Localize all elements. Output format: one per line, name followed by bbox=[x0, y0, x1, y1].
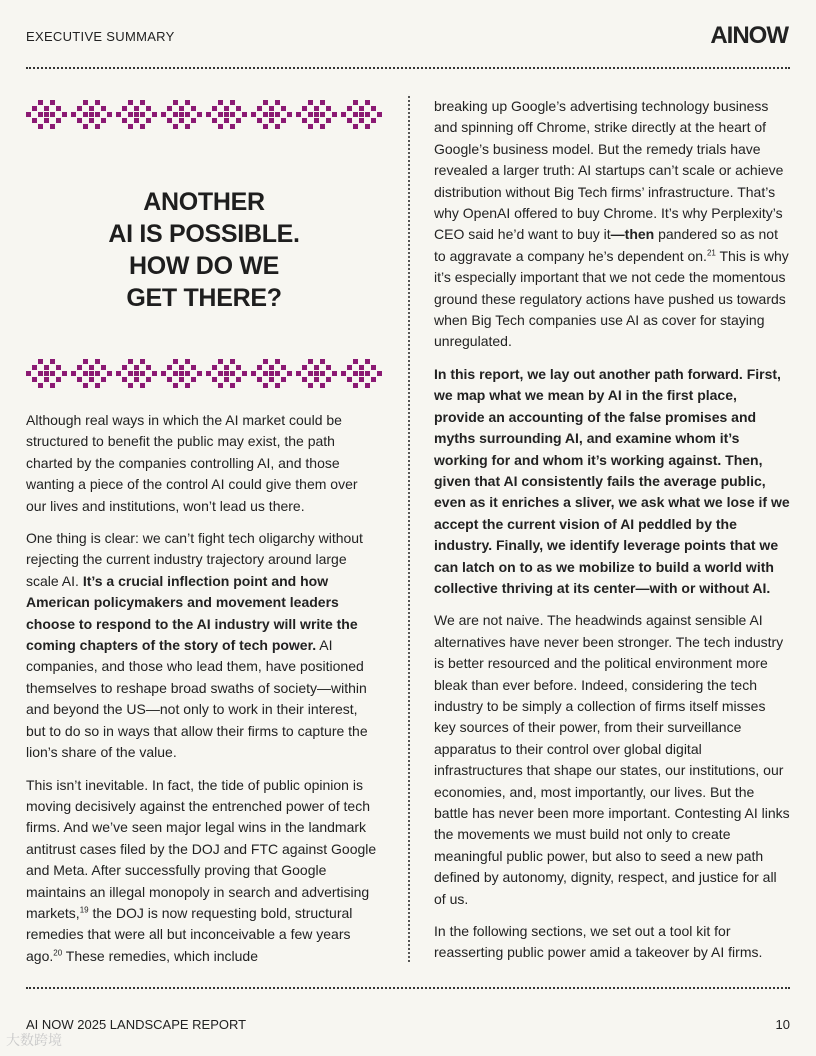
pattern-pixel bbox=[89, 118, 94, 123]
pattern-pixel bbox=[26, 371, 31, 376]
pattern-pixel bbox=[371, 365, 376, 370]
pattern-pixel bbox=[122, 377, 127, 382]
pattern-pixel bbox=[296, 112, 301, 117]
pattern-pixel bbox=[281, 118, 286, 123]
pattern-pixel bbox=[161, 112, 166, 117]
pattern-pixel bbox=[347, 377, 352, 382]
pattern-pixel bbox=[281, 106, 286, 111]
pattern-pixel bbox=[314, 106, 319, 111]
pattern-pixel bbox=[128, 112, 133, 117]
top-pixel-pattern bbox=[26, 96, 382, 136]
paragraph: Although real ways in which the AI market could be structured to benefit the public may exist, the path charted by the companies controlling AI, and those wanting a piece of the control AI could give them over our lives and institutions, won’t lead us there. bbox=[26, 412, 358, 514]
pattern-pixel bbox=[134, 371, 139, 376]
pattern-pixel bbox=[212, 106, 217, 111]
pattern-pixel bbox=[185, 359, 190, 364]
pattern-pixel bbox=[275, 100, 280, 105]
pattern-pixel bbox=[218, 371, 223, 376]
section-label: EXECUTIVE SUMMARY bbox=[26, 29, 175, 44]
pattern-pixel bbox=[146, 377, 151, 382]
pattern-pixel bbox=[320, 100, 325, 105]
pattern-pixel bbox=[140, 359, 145, 364]
pattern-pixel bbox=[95, 359, 100, 364]
pattern-pixel bbox=[83, 124, 88, 129]
pattern-pixel bbox=[296, 371, 301, 376]
pattern-pixel bbox=[263, 383, 268, 388]
pattern-pixel bbox=[167, 106, 172, 111]
pattern-pixel bbox=[353, 383, 358, 388]
pattern-pixel bbox=[251, 371, 256, 376]
pattern-pixel bbox=[89, 371, 94, 376]
pattern-pixel bbox=[83, 100, 88, 105]
pattern-pixel bbox=[308, 371, 313, 376]
pattern-pixel bbox=[218, 100, 223, 105]
pattern-pixel bbox=[50, 359, 55, 364]
pattern-pixel bbox=[314, 377, 319, 382]
pattern-pixel bbox=[32, 106, 37, 111]
pattern-pixel bbox=[365, 100, 370, 105]
footnote-ref[interactable]: 21 bbox=[706, 248, 716, 258]
pattern-pixel bbox=[281, 377, 286, 382]
pattern-pixel bbox=[263, 124, 268, 129]
pattern-pixel bbox=[116, 112, 121, 117]
pattern-pixel bbox=[257, 365, 262, 370]
pattern-pixel bbox=[179, 106, 184, 111]
pattern-pixel bbox=[377, 371, 382, 376]
pattern-pixel bbox=[56, 106, 61, 111]
pattern-pixel bbox=[236, 118, 241, 123]
pattern-pixel bbox=[44, 377, 49, 382]
pattern-pixel bbox=[212, 118, 217, 123]
pattern-pixel bbox=[314, 118, 319, 123]
pattern-pixel bbox=[218, 112, 223, 117]
pattern-pixel bbox=[32, 377, 37, 382]
pattern-pixel bbox=[38, 100, 43, 105]
pattern-pixel bbox=[38, 124, 43, 129]
pattern-pixel bbox=[62, 371, 67, 376]
headline-line: HOW DO WE bbox=[128, 252, 280, 280]
pattern-pixel bbox=[218, 359, 223, 364]
pattern-pixel bbox=[32, 365, 37, 370]
pattern-pixel bbox=[146, 118, 151, 123]
pattern-pixel bbox=[83, 359, 88, 364]
pattern-pixel bbox=[122, 106, 127, 111]
pattern-pixel bbox=[326, 106, 331, 111]
pattern-pixel bbox=[83, 112, 88, 117]
pattern-pixel bbox=[77, 365, 82, 370]
pattern-pixel bbox=[83, 371, 88, 376]
top-divider bbox=[26, 67, 790, 69]
pattern-pixel bbox=[56, 365, 61, 370]
pattern-pixel bbox=[371, 118, 376, 123]
pattern-pixel bbox=[269, 365, 274, 370]
pattern-pixel bbox=[107, 371, 112, 376]
pattern-pixel bbox=[242, 371, 247, 376]
pattern-pixel bbox=[224, 112, 229, 117]
pattern-pixel bbox=[275, 124, 280, 129]
pattern-pixel bbox=[185, 371, 190, 376]
pattern-pixel bbox=[263, 371, 268, 376]
pattern-pixel bbox=[122, 365, 127, 370]
pattern-pixel bbox=[224, 371, 229, 376]
pattern-pixel bbox=[146, 365, 151, 370]
pattern-pixel bbox=[44, 112, 49, 117]
pattern-pixel bbox=[134, 112, 139, 117]
pattern-pixel bbox=[263, 112, 268, 117]
pattern-pixel bbox=[359, 365, 364, 370]
pattern-pixel bbox=[107, 112, 112, 117]
pattern-pixel bbox=[140, 100, 145, 105]
emphasis: It’s a crucial inflection point and how American policymakers and movement leaders choose to respond to the AI industry will write the coming chapters of the story of tech power. bbox=[26, 572, 358, 654]
pattern-pixel bbox=[206, 371, 211, 376]
pattern-pixel bbox=[269, 106, 274, 111]
paragraph: breaking up Google’s advertising technology business and spinning off Chrome, strike directly at the heart of Google’s business model. But the remedy trials have revealed a larger truth: AI startups can’t scale or achieve distribution without Big Tech firms’ infrastructure. That’s why OpenAI offered to buy Chrome. It’s why Perplexity’s CEO said he’d want to buy it—then pandered so as not to aggravate a company he’s dependent on.$^{21}$ This is why it’s especially important that we not cede the momentous ground these regulatory actions have pushed us towards when Big Tech companies use AI as cover for staying unregulated. bbox=[434, 98, 789, 350]
pattern-pixel bbox=[365, 383, 370, 388]
pattern-pixel bbox=[359, 371, 364, 376]
pattern-pixel bbox=[95, 112, 100, 117]
pattern-pixel bbox=[152, 371, 157, 376]
pattern-pixel bbox=[371, 106, 376, 111]
pattern-pixel bbox=[353, 112, 358, 117]
pattern-pixel bbox=[140, 371, 145, 376]
pattern-pixel bbox=[185, 124, 190, 129]
pattern-pixel bbox=[179, 365, 184, 370]
pattern-pixel bbox=[218, 383, 223, 388]
pattern-pixel bbox=[347, 365, 352, 370]
watermark: 大数跨境 bbox=[6, 1032, 62, 1048]
pattern-pixel bbox=[140, 124, 145, 129]
pattern-pixel bbox=[44, 118, 49, 123]
pattern-pixel bbox=[275, 383, 280, 388]
pattern-pixel bbox=[101, 365, 106, 370]
pattern-pixel bbox=[230, 124, 235, 129]
pattern-pixel bbox=[257, 106, 262, 111]
pattern-pixel bbox=[89, 365, 94, 370]
pattern-pixel bbox=[44, 106, 49, 111]
pattern-pixel bbox=[89, 106, 94, 111]
pattern-pixel bbox=[206, 112, 211, 117]
pattern-pixel bbox=[212, 377, 217, 382]
pattern-pixel bbox=[95, 124, 100, 129]
pattern-pixel bbox=[191, 106, 196, 111]
pattern-pixel bbox=[38, 112, 43, 117]
pattern-pixel bbox=[134, 106, 139, 111]
pattern-pixel bbox=[26, 112, 31, 117]
pattern-pixel bbox=[314, 365, 319, 370]
pattern-pixel bbox=[62, 112, 67, 117]
pattern-pixel bbox=[179, 118, 184, 123]
pattern-pixel bbox=[50, 124, 55, 129]
pattern-pixel bbox=[320, 359, 325, 364]
pattern-pixel bbox=[230, 112, 235, 117]
pattern-pixel bbox=[44, 365, 49, 370]
pattern-pixel bbox=[128, 371, 133, 376]
pattern-pixel bbox=[371, 377, 376, 382]
bottom-pixel-pattern bbox=[26, 355, 382, 395]
pattern-pixel bbox=[101, 106, 106, 111]
pattern-pixel bbox=[89, 377, 94, 382]
pattern-pixel bbox=[38, 371, 43, 376]
pattern-pixel bbox=[341, 112, 346, 117]
pattern-pixel bbox=[32, 118, 37, 123]
pattern-pixel bbox=[56, 118, 61, 123]
pattern-pixel bbox=[101, 377, 106, 382]
pattern-pixel bbox=[191, 365, 196, 370]
column-divider bbox=[408, 96, 410, 962]
footer-report-title: AI NOW 2025 LANDSCAPE REPORT bbox=[26, 1017, 247, 1032]
pattern-pixel bbox=[101, 118, 106, 123]
paragraph: In the following sections, we set out a tool kit for reasserting public power amid a takeover by AI firms. bbox=[434, 923, 763, 961]
pattern-pixel bbox=[83, 383, 88, 388]
pattern-pixel bbox=[263, 100, 268, 105]
pattern-pixel bbox=[269, 371, 274, 376]
pattern-pixel bbox=[116, 371, 121, 376]
pattern-pixel bbox=[287, 112, 292, 117]
pattern-pixel bbox=[95, 100, 100, 105]
pattern-pixel bbox=[359, 106, 364, 111]
page-number: 10 bbox=[775, 1017, 790, 1032]
pattern-pixel bbox=[173, 124, 178, 129]
pattern-pixel bbox=[353, 359, 358, 364]
left-column bbox=[26, 410, 378, 978]
pattern-pixel bbox=[236, 377, 241, 382]
pattern-pixel bbox=[95, 383, 100, 388]
pattern-pixel bbox=[236, 365, 241, 370]
pattern-pixel bbox=[320, 112, 325, 117]
pattern-pixel bbox=[230, 383, 235, 388]
pattern-pixel bbox=[347, 118, 352, 123]
pattern-pixel bbox=[50, 112, 55, 117]
headline bbox=[26, 186, 382, 314]
pattern-pixel bbox=[353, 371, 358, 376]
right-column bbox=[434, 96, 790, 975]
pattern-pixel bbox=[353, 124, 358, 129]
pattern-pixel bbox=[218, 124, 223, 129]
pattern-pixel bbox=[287, 371, 292, 376]
pattern-pixel bbox=[332, 112, 337, 117]
pattern-pixel bbox=[308, 112, 313, 117]
paragraph bbox=[434, 364, 790, 599]
pattern-pixel bbox=[50, 383, 55, 388]
headline-line: AI IS POSSIBLE. bbox=[108, 220, 300, 248]
pattern-pixel bbox=[152, 112, 157, 117]
pattern-pixel bbox=[308, 124, 313, 129]
pattern-pixel bbox=[167, 365, 172, 370]
pattern-pixel bbox=[302, 365, 307, 370]
pattern-pixel bbox=[302, 106, 307, 111]
pattern-pixel bbox=[77, 118, 82, 123]
pattern-pixel bbox=[320, 124, 325, 129]
pattern-pixel bbox=[281, 365, 286, 370]
pattern-pixel bbox=[50, 371, 55, 376]
pattern-pixel bbox=[230, 371, 235, 376]
pattern-pixel bbox=[173, 112, 178, 117]
pattern-pixel bbox=[332, 371, 337, 376]
pattern-pixel bbox=[365, 371, 370, 376]
ai-now-logo: AINOW bbox=[710, 22, 788, 49]
pattern-pixel bbox=[251, 112, 256, 117]
pattern-pixel bbox=[134, 118, 139, 123]
pattern-pixel bbox=[230, 100, 235, 105]
pattern-pixel bbox=[308, 100, 313, 105]
pattern-pixel bbox=[257, 118, 262, 123]
pattern-pixel bbox=[269, 377, 274, 382]
pattern-pixel bbox=[134, 365, 139, 370]
paragraph: This isn’t inevitable. In fact, the tide of public opinion is moving decisively against the entrenched power of tech firms. And we’ve seen major legal wins in the landmark antitrust cases filed by the DOJ and FTC against Google and Meta. After successfully proving that Google maintains an illegal monopoly in search and advertising markets,$^{19}$ the DOJ is now requesting bold, structural remedies that were all but inconceivable a few years ago.$^{20}$ These remedies, which include bbox=[26, 776, 377, 964]
pattern-pixel bbox=[128, 124, 133, 129]
pattern-pixel bbox=[185, 383, 190, 388]
pattern-pixel bbox=[377, 112, 382, 117]
pattern-pixel bbox=[56, 377, 61, 382]
pattern-pixel bbox=[95, 371, 100, 376]
pattern-pixel bbox=[320, 383, 325, 388]
pattern-pixel bbox=[275, 371, 280, 376]
pattern-pixel bbox=[89, 112, 94, 117]
pattern-pixel bbox=[197, 371, 202, 376]
pattern-pixel bbox=[161, 371, 166, 376]
pattern-pixel bbox=[308, 359, 313, 364]
pattern-pixel bbox=[77, 106, 82, 111]
pattern-pixel bbox=[212, 365, 217, 370]
pattern-pixel bbox=[167, 377, 172, 382]
pattern-pixel bbox=[359, 112, 364, 117]
pattern-pixel bbox=[191, 118, 196, 123]
pattern-pixel bbox=[224, 118, 229, 123]
pattern-pixel bbox=[326, 365, 331, 370]
pattern-pixel bbox=[140, 112, 145, 117]
pattern-pixel bbox=[191, 377, 196, 382]
pattern-pixel bbox=[224, 106, 229, 111]
pattern-pixel bbox=[167, 118, 172, 123]
pattern-pixel bbox=[341, 371, 346, 376]
pattern-pixel bbox=[242, 112, 247, 117]
pattern-pixel bbox=[173, 100, 178, 105]
pattern-pixel bbox=[224, 377, 229, 382]
pattern-pixel bbox=[269, 112, 274, 117]
pattern-pixel bbox=[326, 118, 331, 123]
pattern-pixel bbox=[197, 112, 202, 117]
pattern-pixel bbox=[77, 377, 82, 382]
pattern-pixel bbox=[185, 112, 190, 117]
pattern-pixel bbox=[50, 100, 55, 105]
pattern-pixel bbox=[71, 371, 76, 376]
paragraph: We are not naive. The headwinds against sensible AI alternatives have never been stronger. The tech industry is better resourced and the political environment more bleak than ever before. Indeed, considering the tech industry to be simply a collection of firms itself misses key sources of their power, from their surveillance apparatus to their control over global digital infrastructures that shape our states, our institutions, our economies, and, most importantly, our lives. But the battle has never been more important. Contesting AI links the movements we must build not only to create meaningful public power, but also to seed a new path defined by autonomy, dignity, respect, and justice for all of us. bbox=[434, 612, 790, 907]
pattern-pixel bbox=[38, 383, 43, 388]
pattern-pixel bbox=[185, 100, 190, 105]
pattern-pixel bbox=[257, 377, 262, 382]
pattern-pixel bbox=[236, 106, 241, 111]
bottom-divider bbox=[26, 987, 790, 989]
footnote-ref[interactable]: 19 bbox=[79, 905, 89, 915]
pattern-pixel bbox=[275, 359, 280, 364]
pattern-pixel bbox=[44, 371, 49, 376]
pattern-pixel bbox=[314, 112, 319, 117]
pattern-pixel bbox=[365, 112, 370, 117]
pattern-pixel bbox=[128, 359, 133, 364]
pattern-pixel bbox=[359, 118, 364, 123]
pattern-pixel bbox=[308, 383, 313, 388]
pattern-pixel bbox=[146, 106, 151, 111]
pattern-pixel bbox=[173, 383, 178, 388]
pattern-pixel bbox=[263, 359, 268, 364]
pattern-pixel bbox=[140, 383, 145, 388]
headline-line: GET THERE? bbox=[126, 284, 282, 312]
pattern-pixel bbox=[353, 100, 358, 105]
pattern-pixel bbox=[347, 106, 352, 111]
pattern-pixel bbox=[179, 377, 184, 382]
pattern-pixel bbox=[38, 359, 43, 364]
pattern-pixel bbox=[230, 359, 235, 364]
pattern-pixel bbox=[134, 377, 139, 382]
paragraph: One thing is clear: we can’t fight tech oligarchy without rejecting the current industry trajectory around large scale AI. It’s a crucial inflection point and how American policymakers and movement leaders choose to respond to the AI industry will write the coming chapters of the story of tech power. AI companies, and those who lead them, have positioned themselves to reshape broad swaths of society—within and beyond the US—not only to work in their interest, but to do so in ways that allow their firms to capture the lion’s share of the value. bbox=[26, 530, 368, 761]
pattern-pixel bbox=[173, 359, 178, 364]
pattern-pixel bbox=[359, 377, 364, 382]
pattern-pixel bbox=[179, 371, 184, 376]
pattern-pixel bbox=[179, 112, 184, 117]
pattern-pixel bbox=[173, 371, 178, 376]
pattern-pixel bbox=[269, 118, 274, 123]
pattern-pixel bbox=[122, 118, 127, 123]
pattern-pixel bbox=[302, 118, 307, 123]
pattern-pixel bbox=[302, 377, 307, 382]
emphasis: In this report, we lay out another path forward. First, we map what we mean by AI in the first place, provide an accounting of the false promises and myths surrounding AI, and examine whom it’s working for and whom it’s working against. Then, given that AI consistently fails the average public, even as it enriches a sliver, we ask what we lose if we accept the current vision of AI peddled by the industry. Finally, we identify leverage points that we can latch on to as we mobilize to build a world with collective thriving at its center—with or without AI. bbox=[434, 365, 790, 596]
pattern-pixel bbox=[314, 371, 319, 376]
pattern-pixel bbox=[128, 383, 133, 388]
pattern-pixel bbox=[71, 112, 76, 117]
headline-line: ANOTHER bbox=[143, 188, 265, 216]
pattern-pixel bbox=[365, 124, 370, 129]
pattern-pixel bbox=[320, 371, 325, 376]
pattern-pixel bbox=[275, 112, 280, 117]
pattern-pixel bbox=[326, 377, 331, 382]
pattern-pixel bbox=[224, 365, 229, 370]
pattern-pixel bbox=[365, 359, 370, 364]
footnote-ref[interactable]: 20 bbox=[53, 948, 63, 958]
pattern-pixel bbox=[128, 100, 133, 105]
